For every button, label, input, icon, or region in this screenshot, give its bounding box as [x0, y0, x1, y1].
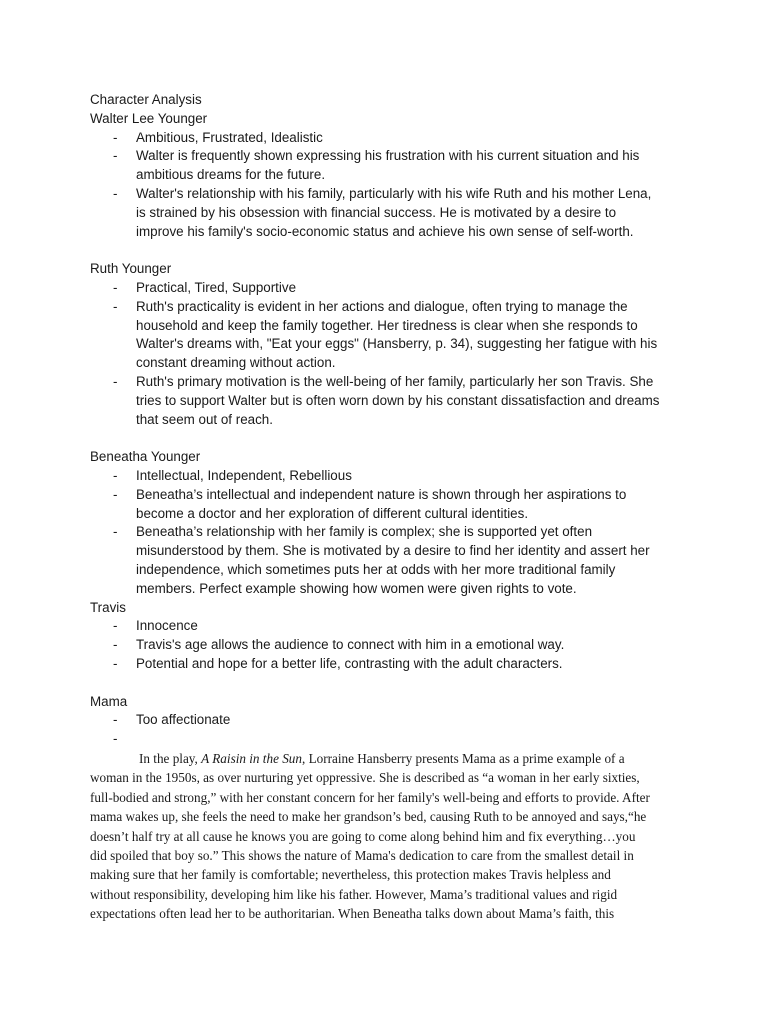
bullet-item — [90, 147, 690, 185]
bullet-text-line: Beneatha’s intellectual and independent nature is shown through her aspirations to — [136, 486, 627, 502]
bullet-item — [90, 711, 690, 730]
section-heading: Mama — [90, 693, 128, 709]
bullet-item — [90, 617, 690, 636]
bullet-list — [90, 617, 690, 673]
bullet-text-line: Innocence — [136, 618, 198, 634]
bullet-text-line: Ruth's primary motivation is the well-being of her family, particularly her son Travis. She — [136, 373, 654, 389]
bullet-item — [90, 298, 690, 373]
bullet-text-line: Walter's dreams with, "Eat your eggs" (Hansberry, p. 34), suggesting her fatigue with his — [136, 336, 658, 352]
essay-line-text: mama wakes up, she feels the need to make her grandson’s bed, causing Ruth to be annoyed and says,“he — [90, 809, 647, 825]
bullet-dash: - — [113, 185, 118, 201]
essay-line — [90, 827, 690, 846]
essay-line — [90, 904, 690, 923]
essay-line — [90, 865, 690, 884]
section-travis — [90, 599, 690, 693]
bullet-item — [90, 655, 690, 674]
blank-line — [90, 674, 690, 693]
bullet-text-line: ambitious dreams for the future. — [136, 167, 326, 183]
section-heading: Walter Lee Younger — [90, 110, 208, 126]
essay-line — [90, 807, 690, 826]
bullet-text-line: Walter is frequently shown expressing his frustration with his current situation and his — [136, 148, 640, 164]
essay-line — [90, 749, 690, 768]
bullet-text-line: Beneatha’s relationship with her family is complex; she is supported yet often — [136, 524, 593, 540]
bullet-dash: - — [113, 637, 118, 653]
bullet-text-line: that seem out of reach. — [136, 411, 273, 427]
bullet-dash: - — [113, 148, 118, 164]
essay-line-text: expectations often lead her to be authoritarian. When Beneatha talks down about Mama’s faith, this — [90, 906, 615, 922]
bullet-item — [90, 486, 690, 524]
bullet-dash: - — [113, 467, 118, 483]
bullet-text-line: members. Perfect example showing how women were given rights to vote. — [136, 580, 577, 596]
essay-line — [90, 885, 690, 904]
bullet-text-line: household and keep the family together. Her tiredness is clear when she responds to — [136, 317, 638, 333]
document-body — [90, 91, 690, 924]
bullet-text-line: Intellectual, Independent, Rebellious — [136, 467, 352, 483]
bullet-text-line: independence, which sometimes puts her at odds with her more traditional family — [136, 561, 616, 577]
bullet-text-line — [136, 730, 690, 749]
bullet-text-line: Practical, Tired, Supportive — [136, 279, 297, 295]
essay-line-text: full-bodied and strong,” with her constant concern for her family's well-being and efforts to provide. After — [90, 789, 650, 805]
essay-line-text: woman in the 1950s, as over nurturing yet oppressive. She is described as “a woman in her early sixties, — [90, 770, 640, 786]
section-mama — [90, 693, 690, 749]
bullet-item — [90, 730, 690, 749]
bullet-text-line: become a doctor and her exploration of different cultural identities. — [136, 505, 529, 521]
blank-line — [90, 241, 690, 260]
bullet-dash: - — [113, 618, 118, 634]
bullet-text-line: Ambitious, Frustrated, Idealistic — [136, 129, 323, 145]
bullet-item — [90, 523, 690, 598]
bullet-list — [90, 129, 690, 242]
essay-lead: In the play, — [139, 750, 202, 766]
section-beneatha-younger — [90, 448, 690, 598]
essay-line-text: without responsibility, developing him like his father. However, Mama’s traditional values and rigid — [90, 886, 618, 902]
bullet-item — [90, 129, 690, 148]
bullet-text-line: Too affectionate — [136, 712, 231, 728]
bullet-text-line: tries to support Walter but is often worn down by his constant dissatisfaction and dreams — [136, 392, 660, 408]
bullet-list — [90, 711, 690, 749]
section-heading: Beneatha Younger — [90, 449, 201, 465]
bullet-text-line: is strained by his obsession with financial success. He is motivated by a desire to — [136, 204, 617, 220]
bullet-item — [90, 636, 690, 655]
play-title: A Raisin in the Sun — [201, 750, 302, 766]
essay-line-text: did spoiled that boy so.” This shows the nature of Mama's dedication to care from the smallest detail in — [90, 847, 634, 863]
essay-line-text: , Lorraine Hansberry presents Mama as a prime example of a — [302, 750, 625, 766]
essay-line-text: making sure that her family is comfortable; nevertheless, this protection makes Travis helpless and — [90, 867, 611, 883]
essay-line-text: doesn’t half try at all cause he knows you are going to come along behind him and fix everything…you — [90, 828, 636, 844]
bullet-text-line: improve his family's socio-economic status and achieve his own sense of self-worth. — [136, 223, 634, 239]
document-title: Character Analysis — [90, 92, 202, 107]
bullet-list — [90, 279, 690, 429]
bullet-dash: - — [113, 712, 118, 728]
mama-essay-paragraph — [90, 749, 690, 924]
essay-line — [90, 846, 690, 865]
bullet-dash: - — [113, 129, 118, 145]
blank-line — [90, 429, 690, 448]
section-heading: Travis — [90, 599, 126, 615]
bullet-item — [90, 185, 690, 241]
bullet-text-line: constant dreaming without action. — [136, 355, 336, 371]
bullet-dash: - — [113, 655, 118, 671]
bullet-text-line: Travis's age allows the audience to connect with him in a emotional way. — [136, 637, 565, 653]
bullet-text-line: Potential and hope for a better life, contrasting with the adult characters. — [136, 655, 563, 671]
section-walter-lee-younger — [90, 110, 690, 260]
bullet-item — [90, 467, 690, 486]
bullet-dash: - — [113, 373, 118, 389]
bullet-text-line: Walter's relationship with his family, particularly with his wife Ruth and his mother Lena, — [136, 185, 652, 201]
bullet-text-line: Ruth's practicality is evident in her actions and dialogue, often trying to manage the — [136, 298, 628, 314]
bullet-list — [90, 467, 690, 599]
bullet-dash: - — [113, 524, 118, 540]
bullet-dash: - — [113, 486, 118, 502]
bullet-item — [90, 373, 690, 429]
bullet-text-line: misunderstood by them. She is motivated by a desire to find her identity and assert her — [136, 543, 650, 559]
bullet-dash: - — [113, 731, 118, 747]
essay-line — [90, 768, 690, 787]
section-ruth-younger — [90, 260, 690, 448]
bullet-item — [90, 279, 690, 298]
character-sections — [90, 110, 690, 749]
bullet-dash: - — [113, 279, 118, 295]
section-heading: Ruth Younger — [90, 261, 172, 277]
bullet-dash: - — [113, 298, 118, 314]
essay-line — [90, 788, 690, 807]
